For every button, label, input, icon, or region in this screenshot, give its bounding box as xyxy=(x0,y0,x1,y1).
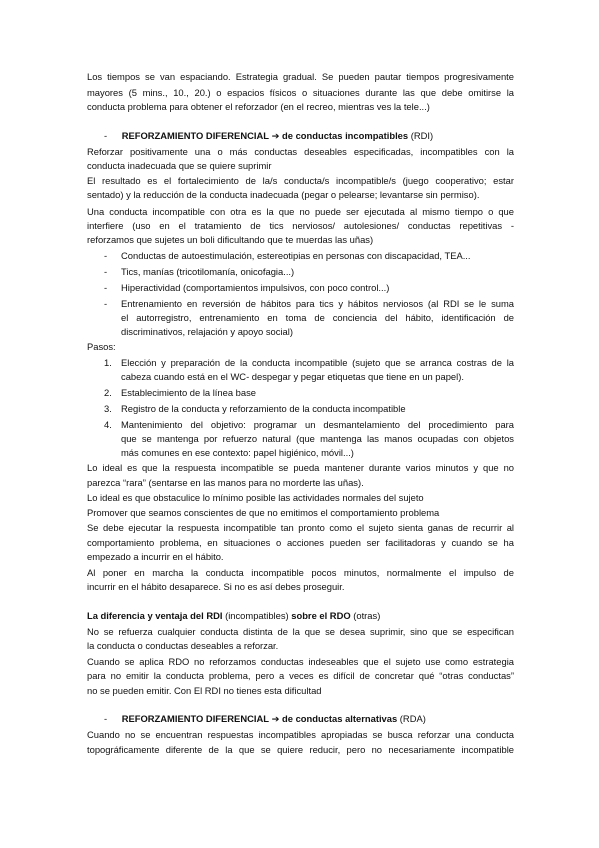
heading-bold: REFORZAMIENTO DIFERENCIAL xyxy=(121,130,269,141)
paragraph-line: Al poner en marcha la conducta incompatible pocos minutos, normalmente el impulso de xyxy=(87,567,514,578)
paragraph-line: No se refuerza cualquier conducta distinta de la que se desea suprimir, sino que se especifican xyxy=(87,626,514,637)
list-item: Tics, manías (tricotilomanía, onicofagia...) xyxy=(121,266,295,277)
paragraph-line: Cuando no se encuentran respuestas incompatibles apropiadas se busca reforzar una conducta xyxy=(87,729,514,740)
section-heading-rdi xyxy=(104,130,433,142)
list-item: Hiperactividad (comportamientos impulsivos, con poco control...) xyxy=(121,282,390,293)
heading-dash: - xyxy=(104,713,108,724)
paragraph-line: Promover que seamos conscientes de que no emitimos el comportamiento problema xyxy=(87,507,440,518)
step-text: más comunes en ese contexto: papel higiénico, móvil...) xyxy=(121,447,354,458)
bullet-dash: - xyxy=(104,266,108,277)
heading-normal: (incompatibles) xyxy=(222,610,292,621)
bullet-dash: - xyxy=(104,282,108,293)
paragraph-line: topográficamente diferente de la que se quiere reducir, pero no necesariamente incompatible xyxy=(87,744,514,755)
heading-rest: (RDI) xyxy=(408,130,434,141)
step-number: 1. xyxy=(104,357,112,368)
list-item: Entrenamiento en reversión de hábitos para tics y hábitos nerviosos (al RDI se le suma xyxy=(121,298,514,309)
heading-bold-2: sobre el RDO xyxy=(291,610,351,621)
paragraph-line: incurrir en el hábito desaparece. Si no es así debes proseguir. xyxy=(87,581,345,592)
paragraph-line: para no emitir la conducta problema, pero a veces es difícil de concretar qué “otras conductas” xyxy=(87,670,514,681)
paragraph-line: Los tiempos se van espaciando. Estrategia gradual. Se pueden pautar tiempos progresivamente xyxy=(87,71,514,82)
step-text: Establecimiento de la línea base xyxy=(121,387,256,398)
bullet-dash: - xyxy=(104,250,108,261)
paragraph-line: interfiere (uso en el tratamiento de tics nerviosos/ autolesiones/ conductas repetitivas - xyxy=(87,220,514,231)
paragraph-line: la conducta o conductas deseables a reforzar. xyxy=(87,640,279,651)
step-number: 4. xyxy=(104,419,112,430)
paragraph-line: conducta problema para obtener el reforzador (en el recreo, mientras ves la tele...) xyxy=(87,101,430,112)
arrow-icon: ➔ xyxy=(271,713,280,724)
step-text: Mantenimiento del objetivo: programar un desmantelamiento del procedimiento para xyxy=(121,419,514,430)
bullet-dash: - xyxy=(104,298,108,309)
paragraph-line: sentado) y la reducción de la conducta inadecuada (pegar o pelearse; levantarse sin permiso). xyxy=(87,189,480,200)
heading-bold: La diferencia y ventaja del RDI xyxy=(87,610,223,621)
step-text: Registro de la conducta y reforzamiento de la conducta incompatible xyxy=(121,403,406,414)
step-text: que se mantenga por refuerzo natural (que mantenga las manos ocupadas con objetos xyxy=(121,433,514,444)
step-text: Elección y preparación de la conducta incompatible (sujeto que se arranca costras de la xyxy=(121,357,514,368)
paragraph-line: no se pueden emitir. Con El RDI no tienes esta dificultad xyxy=(87,685,322,696)
paragraph-line: Lo ideal es que la respuesta incompatible se pueda mantener durante varios minutos y que no xyxy=(87,462,514,473)
paragraph-line: conducta inadecuada que se quiere suprimir xyxy=(87,160,272,171)
paragraph-line: Cuando se aplica RDO no reforzamos conductas indeseables que el sujeto use como estrategia xyxy=(87,656,514,667)
paragraph-line: Lo ideal es que obstaculice lo mínimo posible las actividades normales del sujeto xyxy=(87,492,424,503)
step-number: 2. xyxy=(104,387,112,398)
section-heading-comparison xyxy=(87,610,380,622)
section-heading-rda xyxy=(104,713,426,725)
heading-dash: - xyxy=(104,130,108,141)
paragraph-line: mayores (5 mins., 10., 20.) o espacios físicos o situaciones durante las que debe omitirse la xyxy=(87,87,514,98)
paragraph-line: comportamiento problema, en situaciones o acciones pueden ser facilitadoras y cuando se ha xyxy=(87,537,514,548)
pasos-label: Pasos: xyxy=(87,341,116,352)
heading-bold-2: de conductas incompatibles xyxy=(282,130,409,141)
list-item: Conductas de autoestimulación, estereotipias en personas con discapacidad, TEA... xyxy=(121,250,471,261)
list-item: el autorregistro, entrenamiento en toma de conciencia del hábito, identificación de xyxy=(121,312,514,323)
step-number: 3. xyxy=(104,403,112,414)
paragraph-line: Reforzar positivamente una o más conductas deseables especificadas, incompatibles con la xyxy=(87,146,514,157)
paragraph-line: Se debe ejecutar la respuesta incompatible tan pronto como el sujeto sienta ganas de recurrir al xyxy=(87,522,514,533)
arrow-icon: ➔ xyxy=(271,130,280,141)
paragraph-line: parezca “rara” (sentarse en las manos para no morderte las uñas). xyxy=(87,477,364,488)
paragraph-line: reforzamos que sujetes un boli dificultando que te muerdas las uñas) xyxy=(87,234,374,245)
heading-normal-2: (otras) xyxy=(350,610,381,621)
heading-bold: REFORZAMIENTO DIFERENCIAL xyxy=(121,713,269,724)
step-text: cabeza cuando está en el WC- despegar y pegar etiquetas que tiene en un papel). xyxy=(121,371,464,382)
heading-bold-2: de conductas alternativas xyxy=(282,713,398,724)
paragraph-line: El resultado es el fortalecimiento de la/s conducta/s incompatible/s (juego cooperativo; estar xyxy=(87,175,514,186)
paragraph-line: empezado a incurrir en el hábito. xyxy=(87,551,224,562)
paragraph-line: Una conducta incompatible con otra es la que no puede ser ejecutada al mismo tiempo o que xyxy=(87,206,514,217)
heading-rest: (RDA) xyxy=(397,713,426,724)
list-item: discriminativos, relajación y apoyo social) xyxy=(121,326,293,337)
